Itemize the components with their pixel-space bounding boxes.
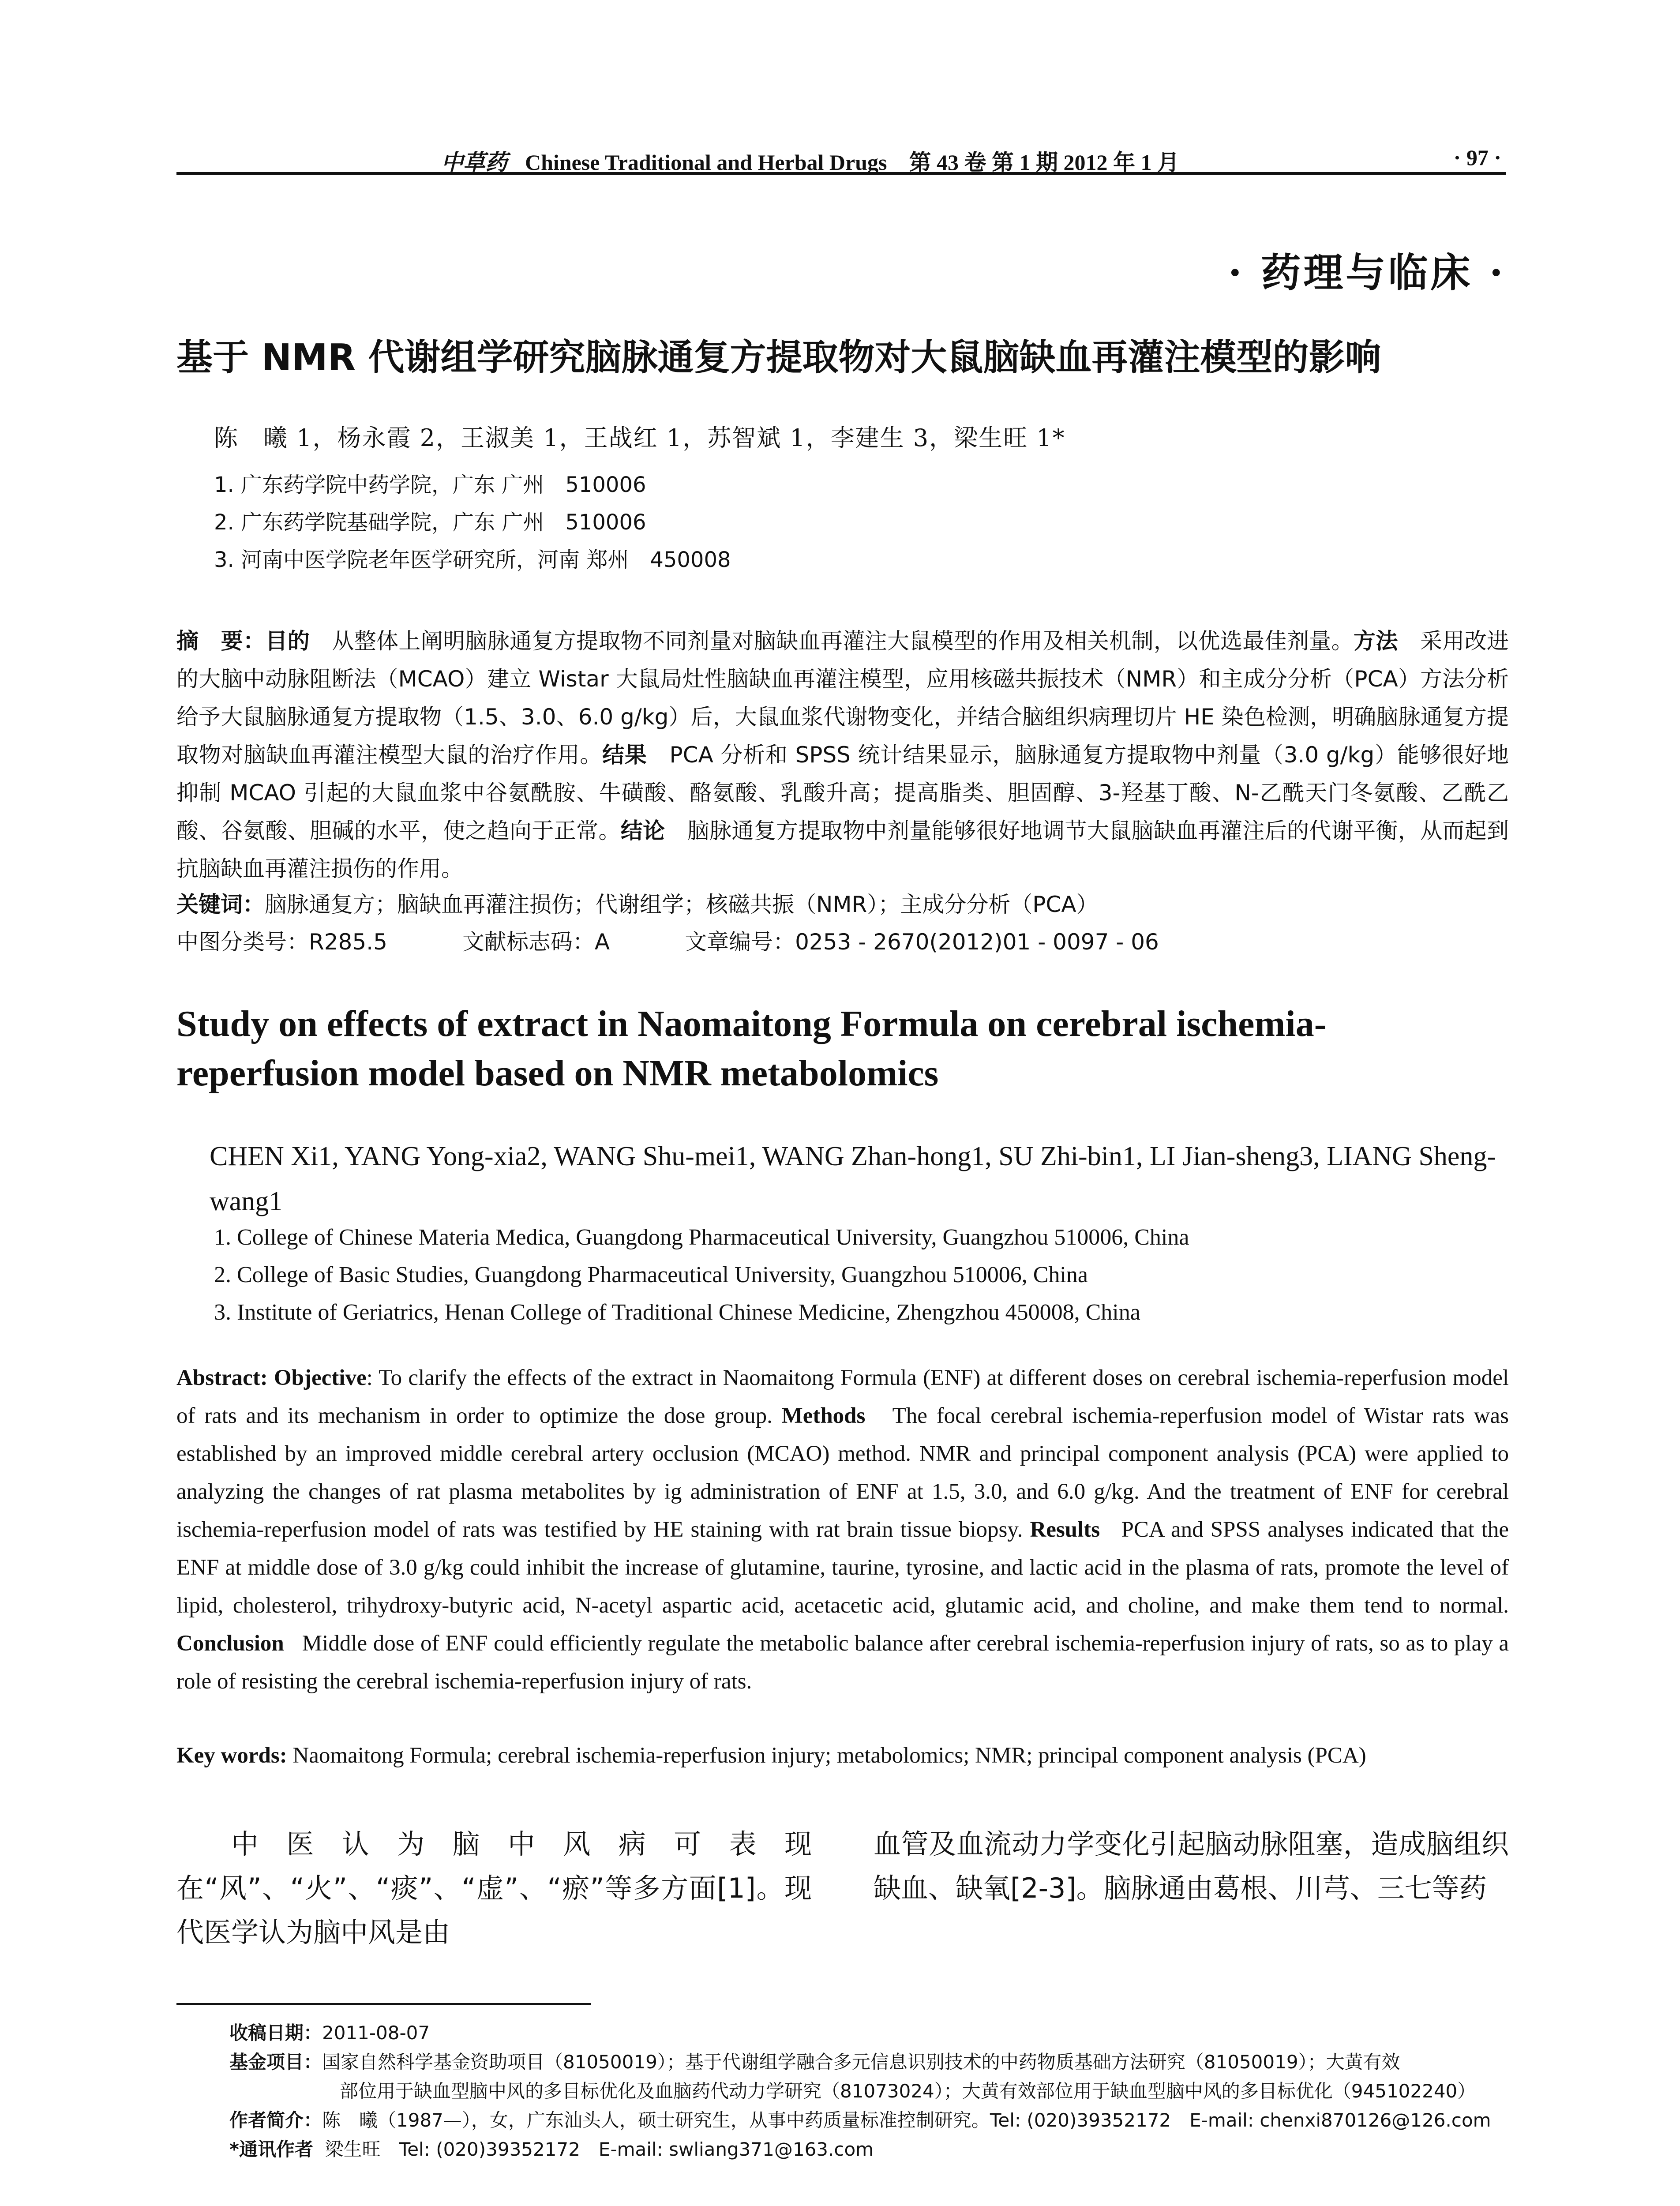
- running-header: [176, 140, 1506, 175]
- footnote-fund: [229, 2048, 1509, 2077]
- en-abstract-label: Abstract:: [176, 1366, 268, 1390]
- cn-results-label: 结果: [602, 742, 647, 768]
- fund-line-2: 部位用于缺血型脑中风的多目标优化及血脑药代动力学研究（81073024）；大黄有效部位用于缺血型脑中风的多目标优化（945102240）: [340, 2080, 1476, 2102]
- page-number: · 97 ·: [1453, 145, 1501, 170]
- footnote-author: [229, 2106, 1509, 2135]
- fund-line-1: 国家自然科学基金资助项目（81050019）；基于代谢组学融合多元信息识别技术的中药物质基础方法研究（81050019）；大黄有效: [322, 2051, 1400, 2073]
- corresponding-author: 梁生旺 Tel: (020)39352172 E-mail: swliang371@163.com: [325, 2138, 874, 2160]
- section-label: · 药理与临床 ·: [1228, 249, 1506, 296]
- cn-methods-label: 方法: [1353, 628, 1398, 654]
- journal-citation: Chinese Traditional and Herbal Drugs 第 43 卷 第 1 期 2012 年 1 月: [525, 150, 1179, 175]
- en-title: Study on effects of extract in Naomaitong Formula on cerebral ischemia-reperfusion model based on NMR metabolomics: [176, 1003, 1327, 1094]
- en-affiliation-1: 1. College of Chinese Materia Medica, Guangdong Pharmaceutical University, Guangzhou 510006, China: [214, 1225, 1189, 1250]
- en-affiliation-2: 2. College of Basic Studies, Guangdong Pharmaceutical University, Guangzhou 510006, China: [214, 1262, 1088, 1287]
- en-methods: The focal cerebral ischemia-reperfusion model of Wistar rats was established by an improved middle cerebral artery occlusion (MCAO) method. NMR and principal component analysis (PCA) were applied to analyzing the changes of rat plasma metabolites by ig administration of ENF at 1.5, 3.0, and 6.0 g/kg. And the treatment of ENF for cerebral ischemia-reperfusion model of rats was testified by HE staining with rat brain tissue biopsy.: [176, 1403, 1509, 1542]
- journal-cn-mark: 中草药: [441, 149, 507, 175]
- received-label: 收稿日期：: [229, 2022, 322, 2044]
- en-objective: : To clarify the effects of the extract in Naomaitong Formula (ENF) at different doses on cerebral ischemia-reperfusion model of rats and its mechanism in order to optimize the dose group.: [176, 1366, 1509, 1428]
- document-code: 文献标志码：A: [462, 929, 610, 955]
- cn-title: 基于 NMR 代谢组学研究脑脉通复方提取物对大鼠脑缺血再灌注模型的影响: [176, 337, 1381, 379]
- fund-label: 基金项目：: [229, 2051, 322, 2073]
- clc-number: 中图分类号：R285.5: [176, 929, 387, 955]
- footnotes: [229, 2018, 1509, 2164]
- author-bio: 陈 曦（1987—），女，广东汕头人，硕士研究生，从事中药质量标准控制研究。Tel: (020)39352172 E-mail: chenxi870126@126.com: [322, 2109, 1491, 2131]
- en-keywords-line: [176, 1743, 1509, 1768]
- cn-conclusion-label: 结论: [620, 818, 665, 844]
- cn-keywords: 脑脉通复方；脑缺血再灌注损伤；代谢组学；核磁共振（NMR）；主成分分析（PCA）: [265, 892, 1099, 917]
- en-objective-label: Objective: [274, 1366, 367, 1390]
- journal-line: [441, 145, 1179, 176]
- cn-objective-label: 目的: [265, 628, 310, 654]
- en-abstract: [176, 1359, 1509, 1700]
- cn-affiliation-2: 2. 广东药学院基础学院，广东 广州 510006: [214, 510, 646, 535]
- body-column-right: 血管及血流动力学变化引起脑动脉阻塞，造成脑组织缺血、缺氧[2-3]。脑脉通由葛根、川芎、三七等药: [874, 1828, 1509, 1904]
- en-authors: CHEN Xi1, YANG Yong-xia2, WANG Shu-mei1, WANG Zhan-hong1, SU Zhi-bin1, LI Jian-sheng3, LIANG Sheng-wang1: [210, 1141, 1496, 1216]
- footnote-rule: [176, 2003, 591, 2005]
- cn-classification-line: [176, 924, 1509, 956]
- en-results-label: Results: [1030, 1517, 1100, 1542]
- en-conclusion-label: Conclusion: [176, 1631, 284, 1656]
- en-affiliation-3: 3. Institute of Geriatrics, Henan College of Traditional Chinese Medicine, Zhengzhou 450008, China: [214, 1300, 1140, 1325]
- cn-affiliation-1: 1. 广东药学院中药学院，广东 广州 510006: [214, 473, 646, 497]
- cn-methods: 采用改进的大脑中动脉阻断法（MCAO）建立 Wistar 大鼠局灶性脑缺血再灌注模型，应用核磁共振技术（NMR）和主成分分析（PCA）方法分析给予大鼠脑脉通复方提取物（1.5、3.0、6.0 g/kg）后，大鼠血浆代谢物变化，并结合脑组织病理切片 HE 染色检测，明确脑脉通复方提取物对脑缺血再灌注模型大鼠的治疗作用。: [176, 628, 1509, 768]
- en-results: PCA and SPSS analyses indicated that the ENF at middle dose of 3.0 g/kg could inhibit the increase of glutamine, taurine, tyrosine, and lactic acid in the plasma of rats, promote the level of lipid, cholesterol, trihydroxy-butyric acid, N-acetyl aspartic acid, acetacetic acid, glutamic acid, and choline, and make them tend to normal.: [176, 1517, 1509, 1618]
- cn-conclusion: 脑脉通复方提取物中剂量能够很好地调节大鼠脑缺血再灌注后的代谢平衡，从而起到抗脑缺血再灌注损伤的作用。: [176, 818, 1509, 882]
- cn-objective: 从整体上阐明脑脉通复方提取物不同剂量对脑缺血再灌注大鼠模型的作用及相关机制，以优选最佳剂量。: [332, 628, 1354, 654]
- cn-authors: 陈 曦 1，杨永霞 2，王淑美 1，王战红 1，苏智斌 1，李建生 3，梁生旺 1*: [214, 424, 1065, 452]
- cn-keywords-label: 关键词：: [176, 892, 265, 917]
- footnote-received: [229, 2018, 1509, 2048]
- cn-results: PCA 分析和 SPSS 统计结果显示，脑脉通复方提取物中剂量（3.0 g/kg）能够很好地抑制 MCAO 引起的大鼠血浆中谷氨酰胺、牛磺酸、酪氨酸、乳酸升高；提高脂类、胆固醇、3-羟基丁酸、N-乙酰天门冬氨酸、乙酰乙酸、谷氨酸、胆碱的水平，使之趋向于正常。: [176, 742, 1509, 844]
- footnote-corresponding: [229, 2135, 1509, 2164]
- cn-abstract: [176, 622, 1509, 888]
- author-bio-label: 作者简介：: [229, 2109, 322, 2131]
- article-number: 文章编号：0253 - 2670(2012)01 - 0097 - 06: [685, 929, 1159, 955]
- corresponding-label: *通讯作者: [229, 2138, 313, 2160]
- en-keywords: Naomaitong Formula; cerebral ischemia-reperfusion injury; metabolomics; NMR; principal component analysis (PCA): [292, 1743, 1366, 1768]
- cn-affiliation-3: 3. 河南中医学院老年医学研究所，河南 郑州 450008: [214, 548, 731, 572]
- en-keywords-label: Key words:: [176, 1743, 287, 1768]
- body-column-left: 中医认为脑中风病可表现在“风”、“火”、“痰”、“虚”、“瘀”等多方面[1]。现代医学认为脑中风是由: [176, 1828, 812, 1948]
- cn-abstract-label: 摘 要：: [176, 628, 266, 654]
- en-methods-label: Methods: [781, 1403, 866, 1428]
- received-date: 2011-08-07: [322, 2022, 430, 2044]
- en-conclusion: Middle dose of ENF could efficiently regulate the metabolic balance after cerebral ischemia-reperfusion injury of rats, so as to play a role of resisting the cerebral ischemia-reperfusion injury of rats.: [176, 1631, 1509, 1694]
- cn-keywords-line: [176, 887, 1509, 919]
